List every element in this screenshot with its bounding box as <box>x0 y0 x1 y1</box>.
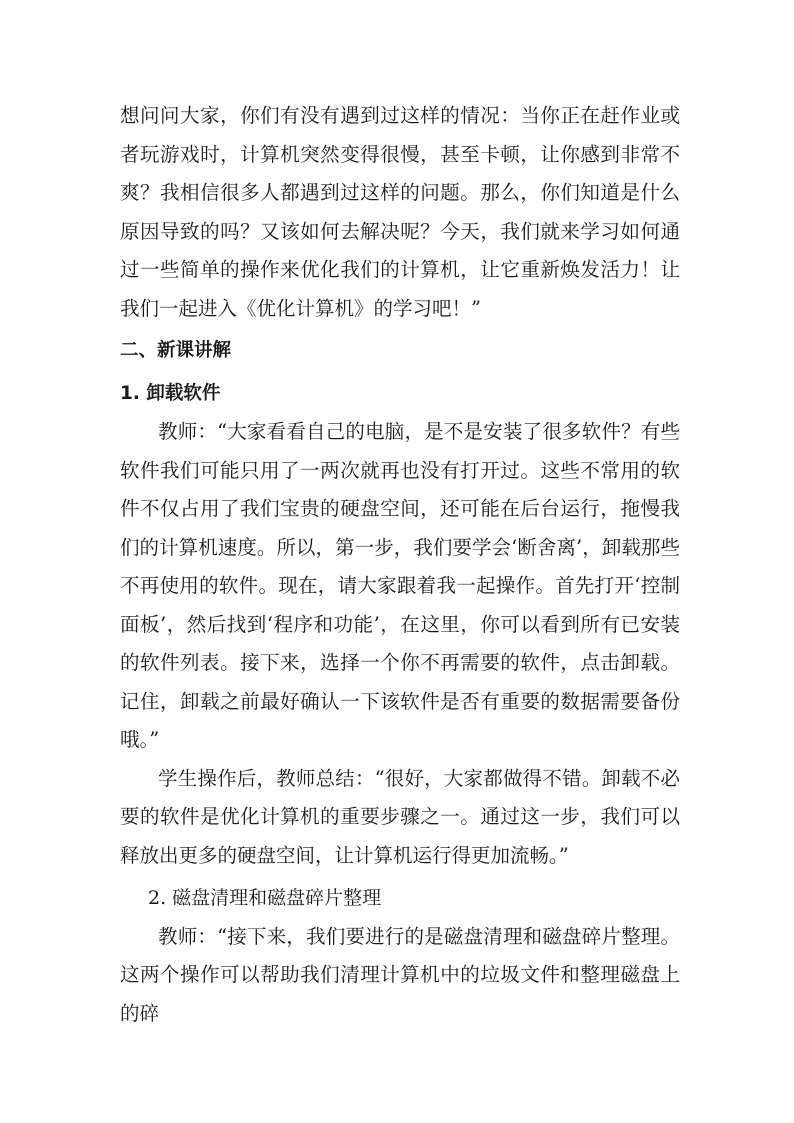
section-heading-new-lesson: 二、新课讲解 <box>120 340 232 361</box>
teacher-paragraph-disk-cleanup: 教师：“接下来，我们要进行的是磁盘清理和磁盘碎片整理。这两个操作可以帮助我们清理计算机中的垃圾文件和整理磁盘上的碎 <box>120 924 680 1025</box>
intro-paragraph: 想问问大家，你们有没有遇到过这样的情况：当你正在赶作业或者玩游戏时，计算机突然变得很慢，甚至卡顿，让你感到非常不爽？我相信很多人都遇到过这样的问题。那么，你们知道是什么原因导致的吗？又该如何去解决呢？今天，我们就来学习如何通过一些简单的操作来优化我们的计算机，让它重新焕发活力！让我们一起进入《优化计算机》的学习吧！” <box>120 104 680 320</box>
teacher-paragraph-uninstall: 教师：“大家看看自己的电脑，是不是安装了很多软件？有些软件我们可能只用了一两次就再也没有打开过。这些不常用的软件不仅占用了我们宝贵的硬盘空间，还可能在后台运行，拖慢我们的计算机速度。所以，第一步，我们要学会‘断舍离’，卸载那些不再使用的软件。现在，请大家跟着我一起操作。首先打开‘控制面板’，然后找到‘程序和功能’，在这里，你可以看到所有已安装的软件列表。接下来，选择一个你不再需要的软件，点击卸载。记住，卸载之前最好确认一下该软件是否有重要的数据需要备份哦。” <box>120 420 680 751</box>
document-page <box>120 97 680 1033</box>
summary-paragraph-uninstall: 学生操作后，教师总结：“很好，大家都做得不错。卸载不必要的软件是优化计算机的重要步骤之一。通过这一步，我们可以释放出更多的硬盘空间，让计算机运行得更加流畅。” <box>120 766 680 867</box>
step-heading-disk-cleanup: 2. 磁盘清理和磁盘碎片整理 <box>148 887 382 909</box>
step-heading-uninstall-software: 1. 卸载软件 <box>120 382 221 404</box>
